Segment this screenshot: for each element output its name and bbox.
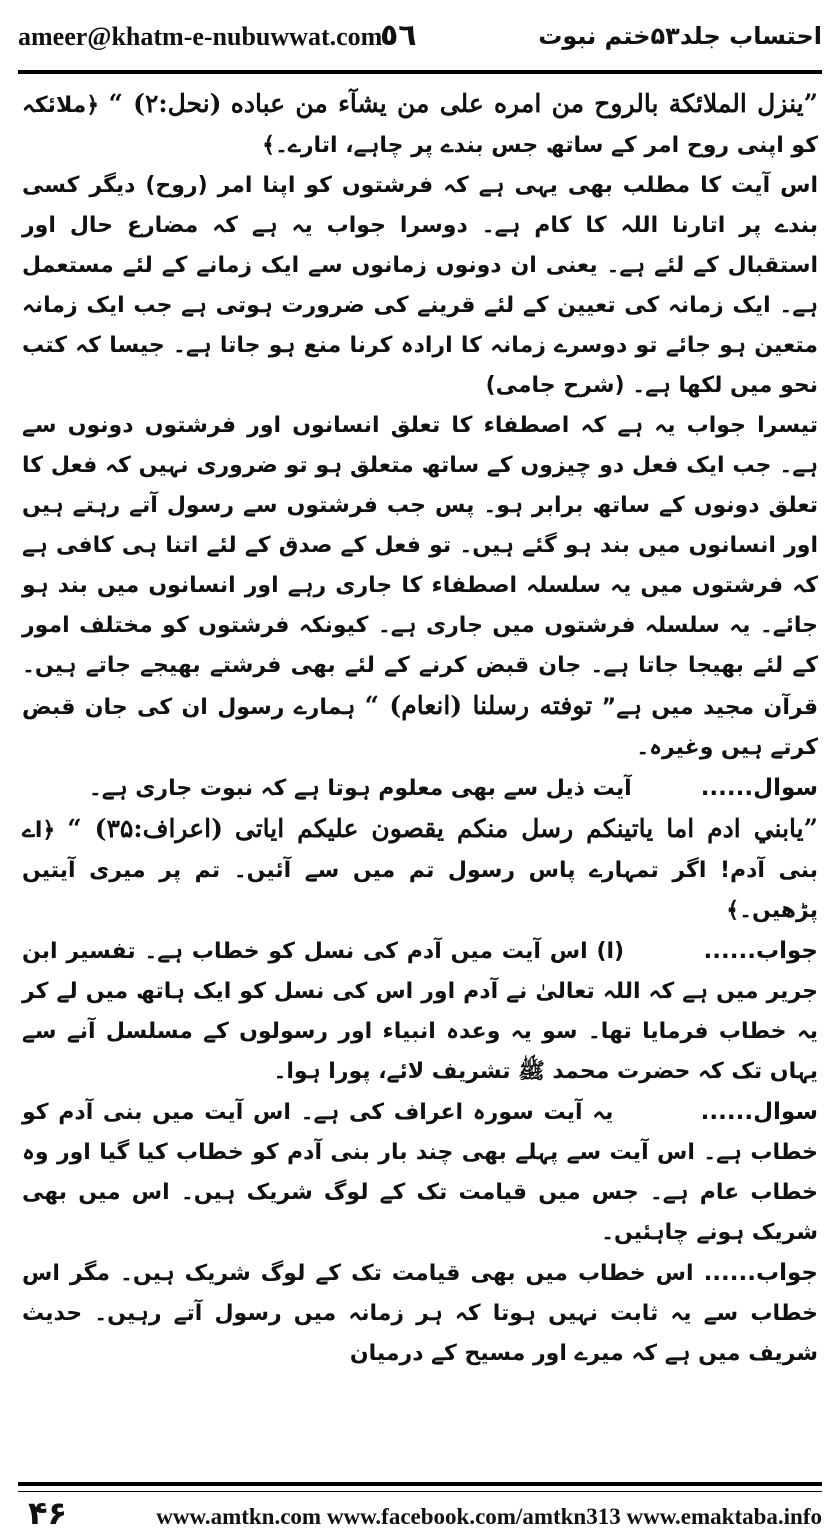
question-1-text: آیت ذیل سے بھی معلوم ہوتا ہے کہ نبوت جاری ہے۔ — [88, 776, 632, 801]
paragraph-second-answer: اس آیت کا مطلب بھی یہی ہے کہ فرشتوں کو اپنا امر (روح) دیگر کسی بندے پر اتارنا اللہ کا کام ہے۔ دوسرا جواب یہ ہے کہ مضارع حال اور استقبال کے لئے ہے۔ یعنی ان دونوں زمانوں سے ایک زمانے کے لئے مستعمل ہے۔ ایک زمانہ کی تعیین کے لئے قرینے کی ضرورت ہوتی ہے جب ایک زمانہ متعین ہو جائے تو دوسرے زمانہ کا ارادہ کرنا منع ہو جاتا ہے۔ جیسا کہ کتب نحو میں لکھا ہے۔ (شرح جامی) — [22, 173, 818, 398]
answer-1 — [22, 931, 818, 1092]
arabic-verse-anam: توفته رسلنا (انعام) “ — [364, 691, 593, 720]
header-page-number: ٥٦ — [380, 18, 417, 53]
header-rule — [18, 70, 822, 74]
answer-2-text: اس خطاب میں بھی قیامت تک کے لوگ شریک ہیں۔ مگر اس خطاب سے یہ ثابت نہیں ہوتا کہ ہر زمانہ میں رسول آتے رہیں۔ حدیث شریف میں ہے کہ میرے اور مسیح کے درمیان — [22, 1261, 818, 1366]
verse-nahl — [22, 84, 818, 166]
footer-rule — [18, 1482, 822, 1486]
answer-label: جواب...... — [703, 938, 818, 964]
answer-label: جواب...... — [703, 1260, 818, 1286]
answer-1-text: (ا) اس آیت میں آدم کی نسل کو خطاب ہے۔ تفسیر ابن جریر میں ہے کہ اللہ تعالیٰ نے آدم اور اس کی نسل کو ایک ہاتھ میں لے کر یہ خطاب فرمایا تھا۔ سو یہ وعدہ انبیاء اور رسولوں کے مسلسل آنے سے یہاں تک کہ حضرت محمد ﷺ تشریف لائے، پورا ہوا۔ — [22, 939, 818, 1084]
third-answer-text: تیسرا جواب یہ ہے کہ اصطفاء کا تعلق انسانوں اور فرشتوں دونوں سے ہے۔ جب ایک فعل دو چیزوں کے ساتھ متعلق ہو تو ضروری نہیں کہ فعل کا تعلق دونوں کے ساتھ برابر ہو۔ پس جب فرشتوں سے رسول آتے رہتے ہیں اور انسانوں میں بند ہو گئے ہیں۔ تو فعل کے صدق کے لئے اتنا ہی کافی ہے کہ فرشتوں میں یہ سلسلہ اصطفاء کا جاری رہے اور انسانوں میں بند ہو جائے۔ یہ سلسلہ فرشتوں میں جاری ہے۔ کیونکہ فرشتوں کو مختلف امور کے لئے بھیجا جاتا ہے۔ جان قبض کرنے کے لئے بھی فرشتے بھیجے جاتے ہیں۔ قرآن مجید میں ہے” — [22, 413, 818, 720]
arabic-verse-nahl: ”ينزل الملائكة بالروح من امره على من يشآء من عباده — [230, 89, 819, 118]
paragraph-third-answer — [22, 406, 818, 768]
arabic-verse-araf: ”يابني ادم اما ياتينكم رسل منكم يقصون عليكم اياتى — [234, 814, 819, 843]
answer-2 — [22, 1253, 818, 1374]
translation-nahl: ﴿ملائکہ کو اپنی روح امر کے ساتھ جس بندے پر چاہے، اتارے۔﴾ — [22, 93, 818, 158]
question-label: سوال...... — [700, 1099, 818, 1125]
question-label: سوال...... — [700, 775, 818, 801]
question-2 — [22, 1092, 818, 1253]
page-footer — [18, 1482, 822, 1536]
page-header — [18, 8, 822, 68]
question-1 — [22, 768, 818, 809]
footer-rule-thin — [18, 1491, 822, 1492]
verse-reference-nahl: (نحل:۲) “ — [108, 89, 222, 118]
header-email: ameer@khatm-e-nubuwwat.com — [18, 22, 383, 51]
footer-page-number: ۴۶ — [28, 1494, 68, 1532]
page-body — [22, 84, 818, 1464]
footer-website-links: www.amtkn.com www.facebook.com/amtkn313 www.emaktaba.info — [156, 1504, 822, 1529]
verse-araf — [22, 809, 818, 931]
verse-reference-araf: (اعراف:۳۵) “ — [67, 814, 223, 843]
header-book-title: احتساب جلد۵۳ختم نبوت — [538, 22, 822, 50]
translation-araf: ﴿اے بنی آدم! اگر تمہارے پاس رسول تم میں سے آئیں۔ تم پر میری آیتیں پڑھیں۔﴾ — [22, 818, 818, 923]
question-2-text: یہ آیت سورہ اعراف کی ہے۔ اس آیت میں بنی آدم کو خطاب ہے۔ اس آیت سے پہلے بھی چند بار بنی آدم کو خطاب کیا گیا اور وہ خطاب عام ہے۔ جس میں قیامت تک کے لوگ شریک ہیں۔ اس میں بھی شریک ہونے چاہئیں۔ — [22, 1100, 818, 1245]
third-answer-ending: ہمارے رسول ان کی جان قبض کرتے ہیں وغیرہ۔ — [22, 695, 818, 760]
